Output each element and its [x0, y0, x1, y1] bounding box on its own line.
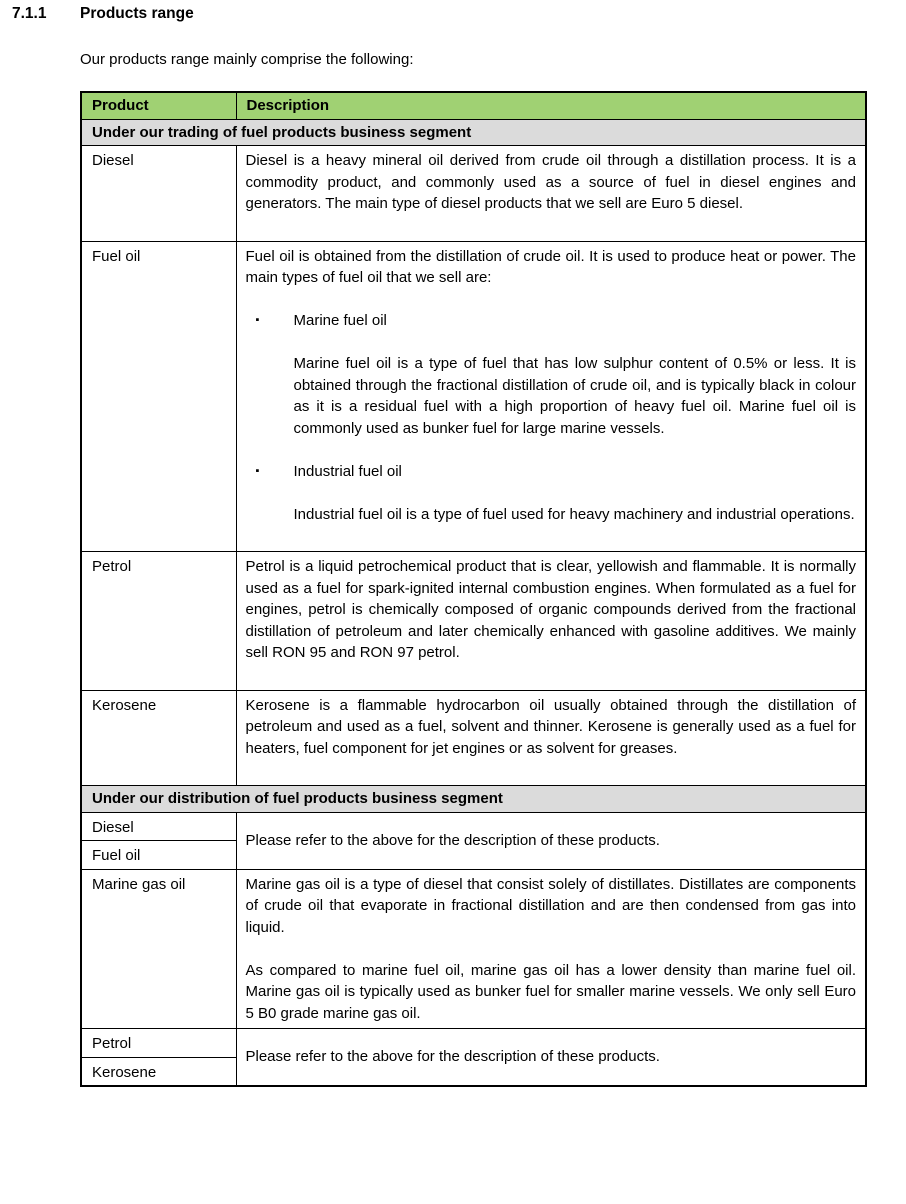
- description-paragraph: As compared to marine fuel oil, marine gas oil has a lower density than marine fuel oil. Marine gas oil is typically used as bunker fuel for smaller marine vessels. We only sell Euro 5 B0 grade marine gas oil.: [245, 961, 856, 1022]
- description-cell: [236, 690, 866, 786]
- page-title: [12, 4, 906, 24]
- section-number: 7.1.1: [12, 5, 47, 22]
- product-cell: Marine gas oil: [81, 869, 236, 1029]
- description-cell: [236, 869, 866, 1029]
- table-row: [81, 1029, 866, 1058]
- table-row: [81, 690, 866, 786]
- section-title-text: Products range: [80, 5, 194, 22]
- section-header: Under our trading of fuel products business segment: [81, 119, 866, 146]
- description-paragraph: Marine gas oil is a type of diesel that consist solely of distillates. Distillates are components of crude oil that evaporate in fractional distillation and are then condensed from gas into liquid.: [245, 875, 856, 936]
- bullet-item: [246, 461, 857, 483]
- product-cell: Diesel: [81, 146, 236, 242]
- section-header-row: [81, 786, 866, 813]
- description-paragraph: Please refer to the above for the description of these products.: [245, 831, 660, 849]
- description-cell: [236, 146, 866, 242]
- description-paragraph: Fuel oil is obtained from the distillation of crude oil. It is used to produce heat or power. The main types of fuel oil that we sell are:: [245, 247, 856, 286]
- product-cell: Fuel oil: [81, 241, 236, 552]
- column-header-description: Description: [236, 92, 866, 119]
- product-cell: Fuel oil: [81, 841, 236, 870]
- product-cell: Kerosene: [81, 690, 236, 786]
- table-header-row: [81, 92, 866, 119]
- table-row: [81, 241, 866, 552]
- product-cell: Petrol: [81, 1029, 236, 1058]
- bullet-item-label: Industrial fuel oil: [293, 462, 402, 480]
- product-cell: Petrol: [81, 552, 236, 691]
- description-paragraph: Diesel is a heavy mineral oil derived from crude oil through a distillation process. It is a commodity product, and commonly used as a source of fuel in diesel engines and generators. The main type of diesel products that we sell are Euro 5 diesel.: [245, 152, 856, 212]
- bullet-item-label: Marine fuel oil: [293, 312, 387, 329]
- bullet-square-icon: ▪: [255, 464, 260, 477]
- description-paragraph: Industrial fuel oil is a type of fuel used for heavy machinery and industrial operations.: [293, 505, 855, 523]
- description-cell: [236, 552, 866, 691]
- description-paragraph: Petrol is a liquid petrochemical product that is clear, yellowish and flammable. It is normally used as a fuel for spark-ignited internal combustion engines. When formulated as a fuel for engines, petrol is chemically composed of organic compounds derived from the fractional distillation of petroleum and later chemically enhanced with gasoline additives. We mainly sell RON 95 and RON 97 petrol.: [245, 558, 856, 661]
- product-cell: Kerosene: [81, 1057, 236, 1086]
- table-row: [81, 812, 866, 841]
- table-row: [81, 869, 866, 1029]
- table-row: [81, 552, 866, 691]
- column-header-product: Product: [81, 92, 236, 119]
- product-cell: Diesel: [81, 812, 236, 841]
- description-cell: [236, 241, 866, 552]
- products-table-body: [81, 119, 866, 1086]
- intro-text: Our products range mainly comprise the following:: [80, 51, 414, 68]
- bullet-item: [246, 310, 857, 332]
- section-header: Under our distribution of fuel products business segment: [81, 786, 866, 813]
- products-table: [80, 91, 867, 1087]
- description-cell: [236, 1029, 866, 1087]
- description-paragraph: Please refer to the above for the description of these products.: [245, 1048, 660, 1066]
- description-cell: [236, 812, 866, 869]
- description-paragraph: Marine fuel oil is a type of fuel that has low sulphur content of 0.5% or less. It is obtained through the fractional distillation of crude oil, and is typically black in colour as it is a residual fuel with a high proportion of heavy fuel oil. Marine fuel oil is commonly used as bunker fuel for large marine vessels.: [293, 355, 856, 437]
- bullet-square-icon: ▪: [255, 314, 260, 326]
- section-header-row: [81, 119, 866, 146]
- description-paragraph: Kerosene is a flammable hydrocarbon oil usually obtained through the distillation of petroleum and used as a fuel, solvent and thinner. Kerosene is generally used as a fuel for heaters, fuel component for jet engines or as solvent for greases.: [245, 696, 856, 757]
- table-row: [81, 146, 866, 242]
